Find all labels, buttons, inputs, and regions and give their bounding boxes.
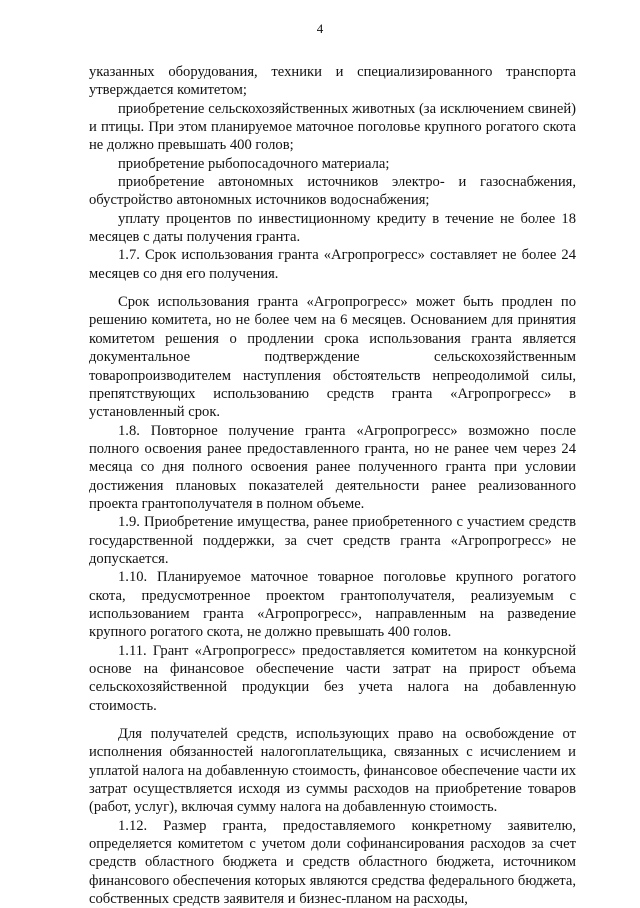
paragraph-1-12: 1.12. Размер гранта, предоставляемого конкретному заявителю, определяется комитетом с учетом доли софинансирования расходов за счет средств областного бюджета и средств областного бюджета, источником финансового обеспечения которых являются средства федерального бюджета, собственных средств заявителя и бизнес-планом на расходы, (89, 817, 576, 908)
paragraph-vat-exempt: Для получателей средств, использующих право на освобождение от исполнения обязанностей налогоплательщика, связанных с исчислением и уплатой налога на добавленную стоимость, финансовое обеспечение части их затрат осуществляется исходя из суммы расходов на приобретение товаров (работ, услуг), включая сумму налога на добавленную стоимость. (89, 726, 576, 816)
paragraph-animals: приобретение сельскохозяйственных животных (за исключением свиней) и птицы. При этом планируемое маточное поголовье крупного рогатого скота не должно превышать 400 голов; (89, 100, 576, 154)
paragraph-loan-interest: уплату процентов по инвестиционному кредиту в течение не более 18 месяцев с даты получения гранта. (89, 210, 576, 246)
paragraph-1-8: 1.8. Повторное получение гранта «Агропрогресс» возможно после полного освоения ранее предоставленного гранта, но не ранее чем через 24 месяца со дня полного освоения ранее полученного гранта при условии достижения плановых показателей деятельности ранее реализованного проекта грантополучателя в полном объеме. (89, 422, 576, 512)
paragraph-gap (89, 283, 576, 293)
paragraph-1-10: 1.10. Планируемое маточное товарное поголовье крупного рогатого скота, предусмотренное проектом грантополучателя, реализуемым с использованием гранта «Агропрогресс», направленным на разведение крупного рогатого скота, не должно превышать 400 голов. (89, 569, 576, 641)
paragraph-1-11: 1.11. Грант «Агропрогресс» предоставляется комитетом на конкурсной основе на финансовое обеспечение части затрат на прирост объема сельскохозяйственной продукции без учета налога на добавленную стоимость. (89, 642, 576, 714)
document-body (89, 63, 576, 908)
paragraph-1-7: 1.7. Срок использования гранта «Агропрогресс» составляет не более 24 месяцев со дня его получения. (89, 247, 576, 282)
paragraph-1-9: 1.9. Приобретение имущества, ранее приобретенного с участием средств государственной поддержки, за счет средств гранта «Агропрогресс» не допускается. (89, 514, 576, 567)
paragraph-equipment-approval: указанных оборудования, техники и специализированного транспорта утверждается комитетом; (89, 64, 576, 99)
paragraph-gap (89, 715, 576, 725)
paragraph-autonomous-sources: приобретение автономных источников электро- и газоснабжения, обустройство автономных источников водоснабжения; (89, 174, 576, 209)
paragraph-fish-stock: приобретение рыбопосадочного материала; (118, 155, 390, 172)
page-number: 4 (316, 21, 324, 36)
paragraph-extension: Срок использования гранта «Агропрогресс» может быть продлен по решению комитета, но не более чем на 6 месяцев. Основанием для принятия комитетом решения о продлении срока использования гранта является документальное подтверждение сельскохозяйственным товаропроизводителем наступления обстоятельств непреодолимой силы, препятствующих использованию средств гранта «Агропрогресс» в установленный срок. (89, 294, 576, 421)
